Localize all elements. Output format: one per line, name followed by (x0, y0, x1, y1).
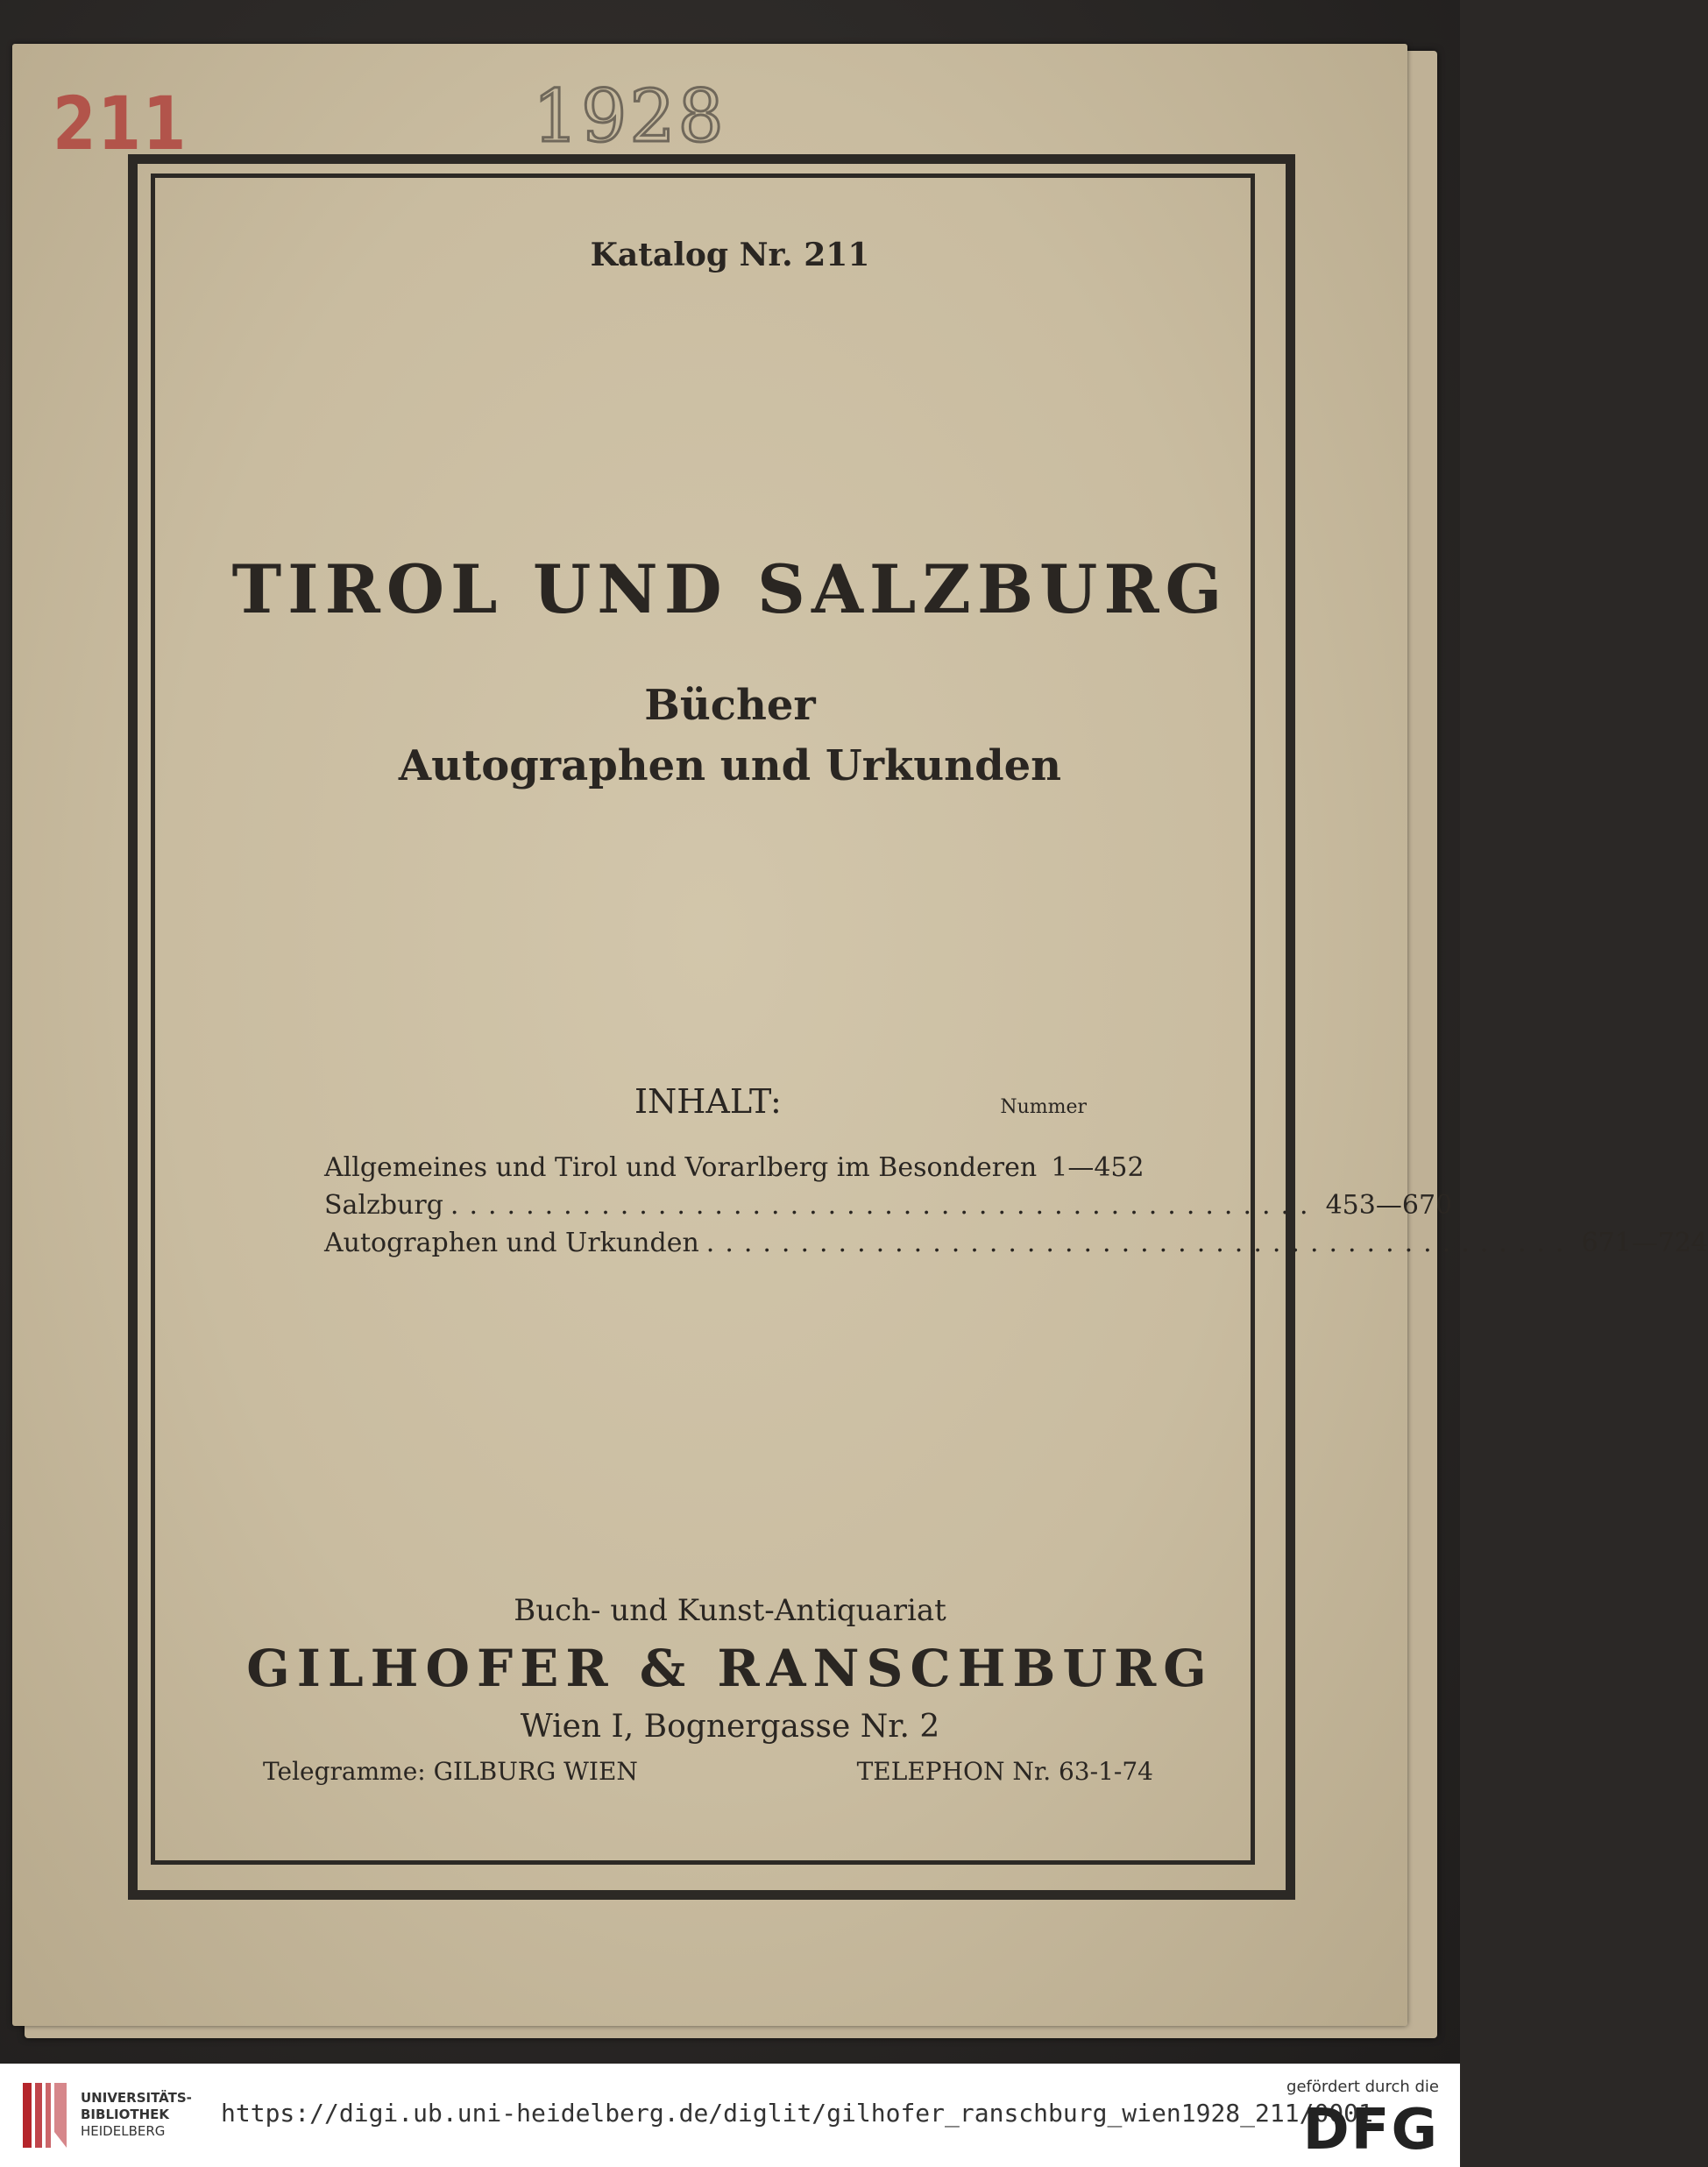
contents-column-label: Nummer (1000, 1096, 1087, 1118)
catalog-subtitle-books: Bücher (644, 681, 816, 730)
publisher-contact (263, 1757, 1153, 1786)
dot-leader: .............................................. (705, 1228, 1575, 1258)
catalog-number-stamp: 211 (53, 81, 188, 166)
table-of-contents (324, 1082, 1708, 1258)
contents-row-label: Salzburg (324, 1190, 443, 1221)
contents-row-range: 671—724 (1581, 1228, 1708, 1258)
library-name[interactable]: UNIVERSITÄTS- BIBLIOTHEK HEIDELBERG (81, 2090, 192, 2139)
dot-leader: .............................................. (450, 1190, 1319, 1221)
dfg-logo: DFG (1302, 2098, 1439, 2163)
viewer-footer (0, 2064, 1460, 2167)
catalog-label: Katalog Nr. 211 (590, 237, 870, 273)
contents-row-label: Allgemeines und Tirol und Vorarlberg im Besonderen (324, 1152, 1038, 1183)
contents-row-label: Autographen und Urkunden (324, 1228, 699, 1258)
publisher-type: Buch- und Kunst-Antiquariat (514, 1593, 946, 1628)
funding-label: gefördert durch die (1286, 2078, 1439, 2096)
telegram-address: Telegramme: GILBURG WIEN (263, 1757, 638, 1786)
catalog-subtitle-autographs: Autographen und Urkunden (398, 741, 1062, 790)
contents-row (324, 1224, 1708, 1262)
publisher-address: Wien I, Bognergasse Nr. 2 (520, 1709, 940, 1745)
university-library-logo-icon (19, 2079, 70, 2151)
contents-row-range: 453—670 (1325, 1190, 1453, 1221)
telephone-number: TELEPHON Nr. 63-1-74 (856, 1757, 1153, 1786)
catalog-title: TIROL UND SALZBURG (231, 550, 1229, 628)
contents-row-range: 1—452 (1051, 1152, 1145, 1183)
contents-heading: INHALT: (634, 1082, 782, 1121)
document-url-link[interactable]: https://digi.ub.uni-heidelberg.de/diglit/gilhofer_ranschburg_wien1928_211/0001 (221, 2099, 1373, 2128)
year-stamp: 1928 (533, 75, 726, 159)
contents-row (324, 1186, 1453, 1224)
contents-row (324, 1149, 1145, 1186)
publisher-name: GILHOFER & RANSCHBURG (246, 1639, 1214, 1698)
funding-notice (1286, 2078, 1439, 2163)
